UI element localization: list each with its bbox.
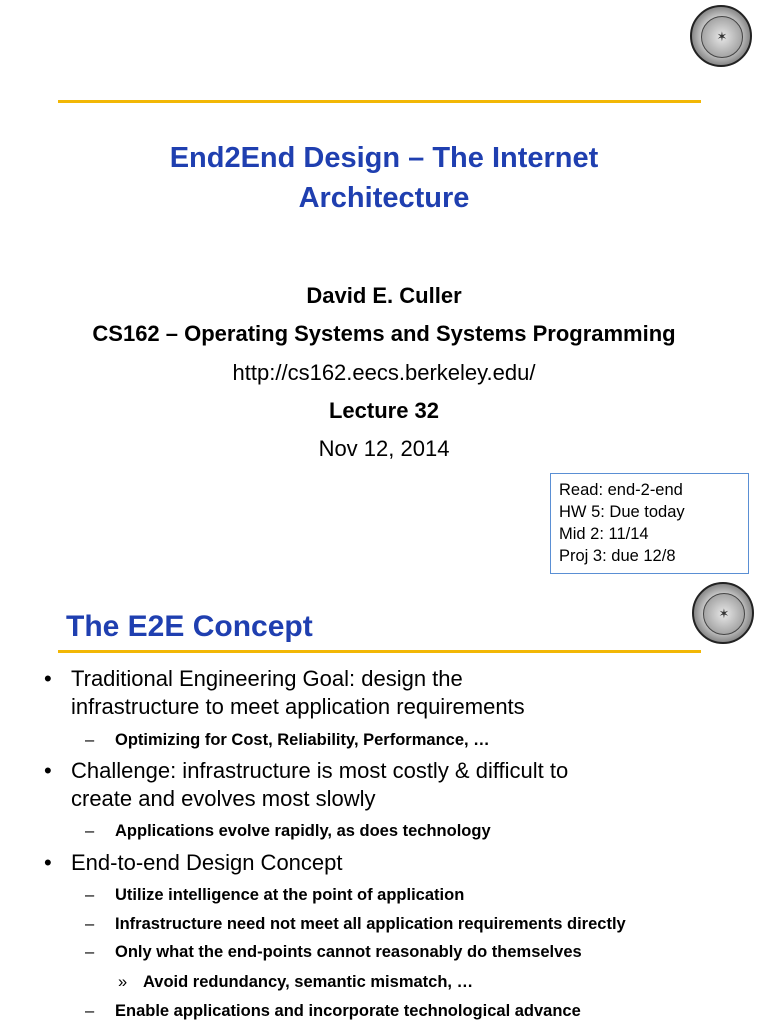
bullet-text-line1: Challenge: infrastructure is most costly & difficult to — [71, 758, 569, 783]
chevron-icon: » — [118, 973, 128, 991]
bullet-text-line2: create and evolves most slowly — [71, 786, 376, 811]
subbullet-text: Infrastructure need not meet all application requirements directly — [115, 915, 626, 933]
dash-icon: – — [85, 822, 95, 840]
subbullet-enable-applications — [85, 1000, 581, 1022]
subsubbullet-text: Avoid redundancy, semantic mismatch, … — [143, 973, 474, 991]
note-hw: HW 5: Due today — [559, 503, 685, 521]
lecture-number: Lecture 32 — [328, 398, 440, 423]
lecture-date: Nov 12, 2014 — [318, 436, 450, 461]
bullet-text-line1: End-to-end Design Concept — [71, 850, 343, 875]
dash-icon: – — [85, 886, 95, 904]
note-project: Proj 3: due 12/8 — [559, 547, 676, 565]
bullet-icon: • — [44, 758, 52, 783]
announcements-box — [550, 473, 749, 574]
subbullet-text: Optimizing for Cost, Reliability, Performance, … — [115, 731, 490, 749]
subbullet-text: Utilize intelligence at the point of application — [115, 886, 465, 904]
section-title: The E2E Concept — [66, 610, 313, 643]
university-seal-icon: ✶ — [692, 582, 754, 644]
bullet-text-line2: infrastructure to meet application requirements — [71, 694, 525, 719]
bullet-icon: • — [44, 850, 52, 875]
subsubbullet-avoid-redundancy — [118, 971, 474, 993]
university-seal-icon: ✶ — [690, 5, 752, 67]
author: David E. Culler — [306, 283, 462, 308]
bullet-text-line1: Traditional Engineering Goal: design the — [71, 666, 463, 691]
course-title: CS162 – Operating Systems and Systems Programming — [92, 321, 676, 346]
title-rule — [58, 100, 701, 103]
course-url: http://cs162.eecs.berkeley.edu/ — [232, 360, 536, 385]
subbullet-text: Applications evolve rapidly, as does technology — [115, 822, 491, 840]
dash-icon: – — [85, 915, 95, 933]
slide-title-line2: Architecture — [298, 182, 470, 214]
note-midterm: Mid 2: 11/14 — [559, 525, 649, 543]
subbullet-text: Only what the end-points cannot reasonably do themselves — [115, 943, 582, 961]
subbullet-text: Enable applications and incorporate technological advance — [115, 1002, 581, 1020]
subbullet-only-what — [85, 941, 582, 963]
subbullet-optimizing — [85, 729, 490, 751]
dash-icon: – — [85, 1002, 95, 1020]
slide-title-line1: End2End Design – The Internet — [169, 142, 599, 174]
section-rule — [58, 650, 701, 653]
dash-icon: – — [85, 943, 95, 961]
dash-icon: – — [85, 731, 95, 749]
bullet-icon: • — [44, 666, 52, 691]
note-read: Read: end-2-end — [559, 481, 683, 499]
subbullet-utilize-intelligence — [85, 884, 465, 906]
subbullet-applications-evolve — [85, 820, 491, 842]
subbullet-infrastructure-need — [85, 913, 626, 935]
